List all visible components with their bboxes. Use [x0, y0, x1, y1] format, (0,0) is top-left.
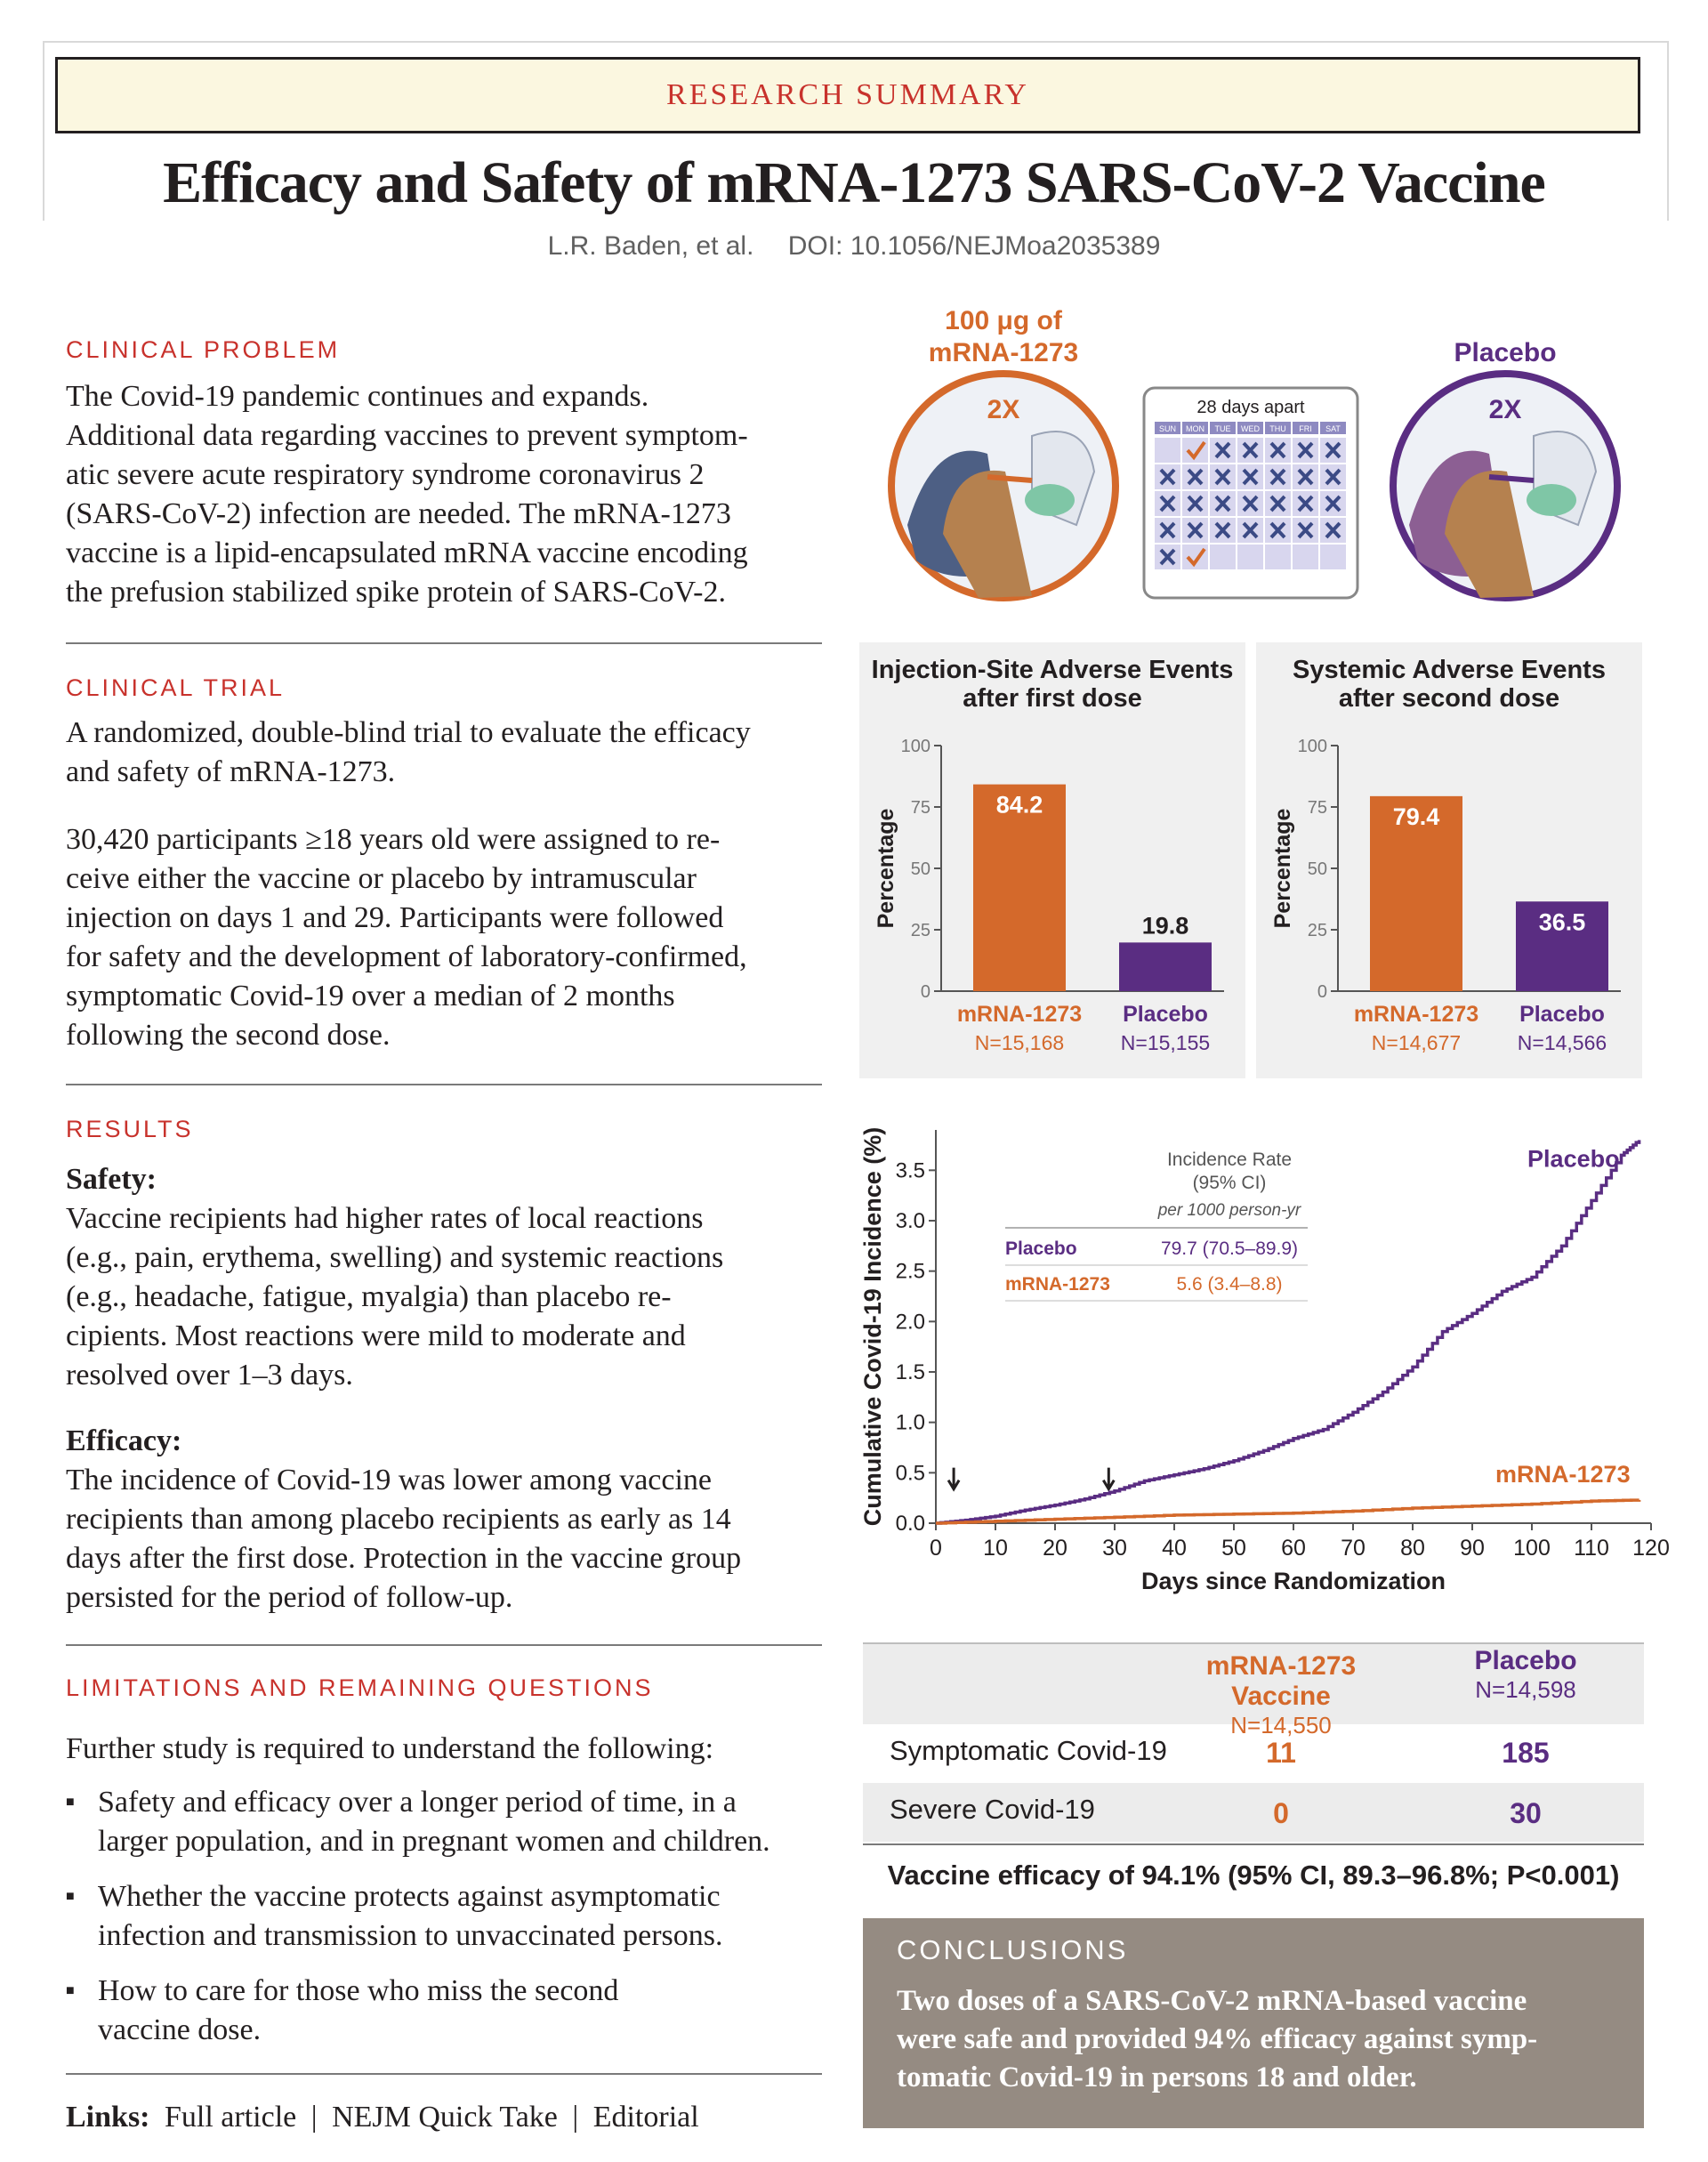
divider — [66, 2073, 822, 2075]
limitation-bullet — [66, 1783, 822, 1861]
text-line: Vaccine recipients had higher rates of local reactions — [66, 1202, 704, 1235]
x-tick-label: 20 — [1043, 1536, 1068, 1561]
calendar-day-label: FRI — [1299, 424, 1312, 433]
text-line: following the second dose. — [66, 1019, 391, 1052]
text-line: cipients. Most reactions were mild to moderate and — [66, 1319, 686, 1352]
x-tick-label: 80 — [1400, 1536, 1425, 1561]
conclusions-text — [897, 1982, 1626, 2097]
links-label: Links: — [66, 2101, 150, 2134]
x-tick-label: 100 — [1513, 1536, 1551, 1561]
text-line: infection and transmission to unvaccinated persons. — [98, 1919, 723, 1952]
link-editorial[interactable]: Editorial — [592, 2101, 699, 2134]
text-line: were safe and provided 94% efficacy against symp- — [897, 2023, 1538, 2055]
chart-title: after second dose — [1338, 684, 1560, 713]
divider — [66, 1644, 822, 1646]
dose-arrow-icon — [1103, 1468, 1114, 1489]
y-tick-label: 3.0 — [895, 1209, 925, 1233]
category-label: mRNA-1273 — [956, 1002, 1083, 1027]
y-tick-label: 100 — [900, 737, 931, 756]
placebo-column-header — [1414, 1646, 1637, 1704]
link-quick-take[interactable]: NEJM Quick Take — [332, 2101, 558, 2134]
series-label: Placebo — [1527, 1145, 1620, 1173]
sample-size-label: N=15,155 — [1120, 1031, 1211, 1054]
clinical-trial-text-1 — [66, 714, 822, 792]
text-line: injection on days 1 and 29. Participants were followed — [66, 901, 724, 934]
category-label: Placebo — [1123, 1002, 1208, 1027]
clinical-trial-text-2 — [66, 820, 822, 1055]
calendar-title: 28 days apart — [1196, 398, 1305, 417]
text-line: ■ How to care for those who miss the second — [98, 1974, 619, 2007]
calendar-cell — [1182, 545, 1208, 569]
conclusions-heading: CONCLUSIONS — [897, 1934, 1129, 1965]
text-line: (e.g., headache, fatigue, myalgia) than placebo re- — [66, 1280, 672, 1313]
calendar-cell — [1155, 438, 1180, 463]
text-line: tomatic Covid-19 in persons 18 and older. — [897, 2061, 1417, 2093]
y-tick-label: 3.5 — [895, 1158, 925, 1183]
vaccine-count: 11 — [1266, 1737, 1296, 1769]
vaccine-name-label: mRNA-1273 — [928, 338, 1079, 367]
y-tick-label: 50 — [910, 859, 931, 879]
bar-value-label: 19.8 — [1141, 912, 1189, 940]
banner: RESEARCH SUMMARY — [55, 57, 1640, 133]
inset-row-name: Placebo — [1005, 1238, 1077, 1259]
text-line: resolved over 1–3 days. — [66, 1359, 353, 1392]
link-separator: | — [310, 2101, 318, 2134]
y-tick-label: 75 — [1307, 798, 1327, 818]
limitation-bullet — [66, 1972, 822, 2050]
link-separator: | — [572, 2101, 579, 2134]
x-tick-label: 110 — [1574, 1536, 1609, 1561]
text-line: days after the first dose. Protection in the vaccine group — [66, 1542, 742, 1575]
injection-site-bar-chart — [859, 642, 1245, 1078]
inset-header: Incidence Rate — [1166, 1150, 1293, 1170]
category-label: Placebo — [1519, 1002, 1605, 1027]
dose-badge: 2X — [987, 395, 1020, 424]
y-tick-label: 75 — [910, 798, 931, 818]
links-row — [66, 2098, 822, 2137]
x-tick-label: 30 — [1102, 1536, 1127, 1561]
calendar-day-label: TUE — [1214, 424, 1231, 433]
dose-arrow-icon — [948, 1468, 959, 1489]
calendar-day-label: SAT — [1325, 424, 1341, 433]
placebo-count: 185 — [1502, 1737, 1550, 1769]
series-line — [936, 1500, 1640, 1523]
inset-row-name: mRNA-1273 — [1005, 1274, 1110, 1295]
vaccine-dose-label: 100 μg of — [945, 306, 1062, 335]
placebo-label: Placebo — [1454, 338, 1557, 367]
sample-size-label: N=14,677 — [1371, 1031, 1462, 1054]
byline — [0, 231, 1708, 262]
doi: DOI: 10.1056/NEJMoa2035389 — [787, 231, 1161, 261]
category-label: mRNA-1273 — [1353, 1002, 1479, 1027]
calendar-cell — [1265, 545, 1291, 569]
text-line: vaccine dose. — [98, 2013, 262, 2046]
vaccine-n: N=14,550 — [1230, 1712, 1332, 1738]
bar-value-label: 84.2 — [995, 791, 1043, 819]
bar — [1119, 942, 1212, 991]
text-line: ■ Safety and efficacy over a longer period of time, in a — [98, 1786, 737, 1819]
x-axis-label: Days since Randomization — [1140, 1568, 1446, 1594]
series-label: mRNA-1273 — [1495, 1460, 1631, 1488]
page-title: Efficacy and Safety of mRNA-1273 SARS-CoV-2 Vaccine — [163, 150, 1545, 215]
bar-value-label: 36.5 — [1538, 908, 1586, 936]
inset-header: (95% CI) — [1192, 1173, 1267, 1193]
text-line: larger population, and in pregnant women and children. — [98, 1825, 770, 1858]
y-tick-label: 2.0 — [895, 1310, 925, 1335]
y-axis-label: Percentage — [1270, 808, 1295, 929]
row-label: Symptomatic Covid-19 — [890, 1735, 1167, 1766]
x-tick-label: 90 — [1460, 1536, 1485, 1561]
text-line: The Covid-19 pandemic continues and expands. — [66, 380, 649, 413]
calendar-cell — [1293, 545, 1318, 569]
y-tick-label: 25 — [1307, 921, 1327, 940]
y-axis-label: Percentage — [874, 808, 898, 929]
x-tick-label: 120 — [1632, 1536, 1670, 1561]
placebo-header-label: Placebo — [1474, 1646, 1577, 1675]
cumulative-incidence-chart — [854, 1112, 1672, 1610]
y-tick-label: 1.5 — [895, 1360, 925, 1384]
text-line: the prefusion stabilized spike protein of SARS-CoV-2. — [66, 576, 726, 609]
limitations-intro: Further study is required to understand the following: — [66, 1732, 714, 1765]
clinical-trial-heading: CLINICAL TRIAL — [66, 674, 286, 701]
text-line: and safety of mRNA-1273. — [66, 755, 396, 788]
x-tick-label: 70 — [1341, 1536, 1366, 1561]
x-tick-label: 10 — [983, 1536, 1008, 1561]
efficacy-title: Efficacy: — [66, 1424, 182, 1457]
y-tick-label: 2.5 — [895, 1259, 925, 1284]
y-tick-label: 0 — [920, 982, 931, 1002]
calendar-day-label: MON — [1186, 424, 1204, 433]
chart-title: Injection-Site Adverse Events — [871, 656, 1234, 684]
calendar-cell — [1210, 545, 1236, 569]
bar-value-label: 79.4 — [1392, 803, 1440, 830]
clinical-problem-text — [66, 377, 822, 612]
text-line: Additional data regarding vaccines to prevent symptom- — [66, 419, 748, 452]
table-row — [863, 1783, 1644, 1842]
calendar-icon — [1144, 388, 1358, 598]
table-row — [863, 1724, 1644, 1783]
x-tick-label: 50 — [1221, 1536, 1246, 1561]
y-tick-label: 25 — [910, 921, 931, 940]
calendar-cell — [1320, 545, 1346, 569]
x-tick-label: 60 — [1281, 1536, 1306, 1561]
text-line: ■ Whether the vaccine protects against asymptomatic — [98, 1880, 721, 1913]
y-tick-label: 0 — [1317, 982, 1327, 1002]
y-tick-label: 50 — [1307, 859, 1327, 879]
inset-header: per 1000 person-yr — [1157, 1201, 1301, 1220]
conclusions-box — [863, 1918, 1644, 2128]
text-line: atic severe acute respiratory syndrome coronavirus 2 — [66, 458, 705, 491]
divider — [66, 642, 822, 644]
calendar-cell — [1182, 438, 1208, 463]
vaccine-header-label: mRNA-1273 Vaccine — [1205, 1651, 1357, 1711]
calendar-day-label: SUN — [1158, 424, 1177, 433]
vaccination-illustration — [854, 303, 1655, 614]
chart-title: after first dose — [963, 684, 1142, 713]
text-line: A randomized, double-blind trial to evaluate the efficacy — [66, 716, 751, 749]
dose-badge: 2X — [1488, 395, 1522, 424]
row-label: Severe Covid-19 — [890, 1794, 1095, 1825]
authors: L.R. Baden, et al. — [547, 231, 754, 261]
link-full-article[interactable]: Full article — [165, 2101, 297, 2134]
text-line: 30,420 participants ≥18 years old were assigned to re- — [66, 823, 721, 856]
efficacy-statement: Vaccine efficacy of 94.1% (95% CI, 89.3–96.8%; P<0.001) — [887, 1859, 1620, 1891]
text-line: recipients than among placebo recipients as early as 14 — [66, 1503, 731, 1536]
text-line: (e.g., pain, erythema, swelling) and systemic reactions — [66, 1241, 724, 1274]
text-line: vaccine is a lipid-encapsulated mRNA vaccine encoding — [66, 536, 748, 569]
calendar-day-label: THU — [1269, 424, 1286, 433]
x-tick-label: 40 — [1162, 1536, 1187, 1561]
limitation-bullet — [66, 1877, 822, 1956]
sample-size-label: N=14,566 — [1517, 1031, 1607, 1054]
limitations-heading: LIMITATIONS AND REMAINING QUESTIONS — [66, 1674, 654, 1701]
x-tick-label: 0 — [930, 1536, 942, 1561]
placebo-injection-icon — [1393, 374, 1617, 598]
table-bottom-rule — [863, 1843, 1644, 1845]
placebo-n: N=14,598 — [1475, 1676, 1576, 1703]
calendar-day-label: WED — [1241, 424, 1260, 433]
sample-size-label: N=15,168 — [974, 1031, 1065, 1054]
calendar-cell — [1237, 545, 1263, 569]
text-line: (SARS-CoV-2) infection are needed. The mRNA-1273 — [66, 497, 731, 530]
placebo-count: 30 — [1510, 1797, 1542, 1829]
y-tick-label: 0.0 — [895, 1512, 925, 1536]
results-heading: RESULTS — [66, 1116, 194, 1142]
results-safety — [66, 1160, 822, 1395]
systemic-bar-chart — [1256, 642, 1642, 1078]
text-line: ceive either the vaccine or placebo by intramuscular — [66, 862, 697, 895]
text-line: Two doses of a SARS-CoV-2 mRNA-based vaccine — [897, 1985, 1527, 2017]
vaccine-count: 0 — [1273, 1797, 1289, 1829]
chart-title: Systemic Adverse Events — [1293, 656, 1606, 684]
inset-row-value: 5.6 (3.4–8.8) — [1176, 1274, 1283, 1295]
vaccine-injection-icon — [891, 374, 1116, 598]
clinical-problem-heading: CLINICAL PROBLEM — [66, 336, 341, 363]
text-line: persisted for the period of follow-up. — [66, 1581, 513, 1614]
safety-title: Safety: — [66, 1163, 157, 1196]
y-tick-label: 100 — [1297, 737, 1327, 756]
results-efficacy — [66, 1422, 822, 1617]
y-tick-label: 1.0 — [895, 1410, 925, 1435]
text-line: for safety and the development of laboratory-confirmed, — [66, 940, 747, 973]
y-tick-label: 0.5 — [895, 1461, 925, 1486]
text-line: The incidence of Covid-19 was lower among vaccine — [66, 1464, 713, 1496]
y-axis-label: Cumulative Covid-19 Incidence (%) — [859, 1126, 886, 1527]
divider — [66, 1084, 822, 1085]
text-line: symptomatic Covid-19 over a median of 2 months — [66, 980, 675, 1012]
inset-row-value: 79.7 (70.5–89.9) — [1160, 1238, 1299, 1259]
